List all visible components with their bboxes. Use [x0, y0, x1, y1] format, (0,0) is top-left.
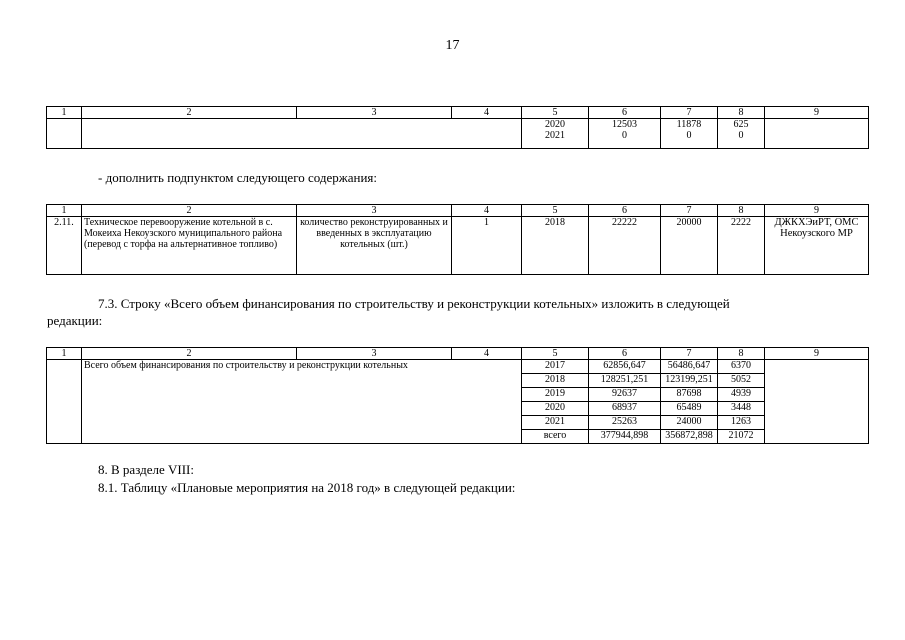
header-cell: 9	[765, 107, 869, 119]
item-executor: ДЖКХЭиРТ, ОМС Некоузского МР	[765, 217, 869, 275]
header-cell: 1	[47, 205, 82, 217]
header-cell: 8	[718, 107, 765, 119]
empty-cell	[765, 360, 869, 444]
table-row	[47, 217, 869, 275]
col7-cell: 24000	[661, 416, 718, 430]
col6-cell	[589, 119, 661, 149]
header-cell: 7	[661, 348, 718, 360]
col8-cell: 5052	[718, 374, 765, 388]
col6-cell: 92637	[589, 388, 661, 402]
header-cell: 4	[452, 348, 522, 360]
col8-cell: 1263	[718, 416, 765, 430]
header-cell: 3	[297, 205, 452, 217]
cell-value: 625	[733, 119, 749, 130]
empty-cell	[47, 360, 82, 444]
paragraph-7-3-line1: 7.3. Строку «Всего объем финансирования по строительству и реконструкции котельных» изложить в следующей	[98, 296, 730, 311]
header-cell: 5	[522, 205, 589, 217]
header-cell: 2	[82, 205, 297, 217]
year-cell: всего	[522, 430, 589, 444]
header-cell: 6	[589, 348, 661, 360]
paragraph-section-8: 8. В разделе VIII:	[98, 462, 194, 477]
table-header-row	[47, 348, 869, 360]
col8-cell	[718, 119, 765, 149]
col6-cell: 68937	[589, 402, 661, 416]
page-number: 17	[445, 38, 460, 53]
item-number: 2.11.	[47, 217, 82, 275]
item-col8: 2222	[718, 217, 765, 275]
table-continuation	[46, 106, 869, 149]
year-value: 2021	[545, 130, 565, 141]
col6-cell: 128251,251	[589, 374, 661, 388]
table-total-financing	[46, 347, 869, 444]
table-new-item	[46, 204, 869, 275]
header-cell: 2	[82, 107, 297, 119]
paragraph-8-1: 8.1. Таблицу «Плановые мероприятия на 2018 год» в следующей редакции:	[98, 480, 516, 495]
col8-cell: 21072	[718, 430, 765, 444]
header-cell: 7	[661, 205, 718, 217]
paragraph-supplement: - дополнить подпунктом следующего содержания:	[98, 170, 377, 185]
col7-cell	[661, 119, 718, 149]
col6-cell: 377944,898	[589, 430, 661, 444]
year-cell: 2018	[522, 374, 589, 388]
empty-cell	[765, 119, 869, 149]
year-value: 2020	[545, 119, 565, 130]
header-cell: 3	[297, 348, 452, 360]
table-row	[47, 360, 869, 374]
table-row	[47, 119, 869, 149]
header-cell: 3	[297, 107, 452, 119]
cell-value: 0	[738, 130, 744, 141]
header-cell: 1	[47, 348, 82, 360]
item-col7: 20000	[661, 217, 718, 275]
item-value: 1	[452, 217, 522, 275]
col6-cell: 62856,647	[589, 360, 661, 374]
item-indicator: количество реконструированных и введенных в эксплуатацию котельных (шт.)	[297, 217, 452, 275]
col7-cell: 56486,647	[661, 360, 718, 374]
year-cell: 2019	[522, 388, 589, 402]
header-cell: 2	[82, 348, 297, 360]
header-cell: 9	[765, 205, 869, 217]
col7-cell: 356872,898	[661, 430, 718, 444]
total-description: Всего объем финансирования по строительству и реконструкции котельных	[82, 360, 522, 444]
col7-cell: 65489	[661, 402, 718, 416]
cell-value: 11878	[676, 119, 702, 130]
col6-cell: 25263	[589, 416, 661, 430]
item-col6: 22222	[589, 217, 661, 275]
year-cell: 2021	[522, 416, 589, 430]
header-cell: 7	[661, 107, 718, 119]
col8-cell: 3448	[718, 402, 765, 416]
header-cell: 6	[589, 107, 661, 119]
header-cell: 5	[522, 348, 589, 360]
col8-cell: 4939	[718, 388, 765, 402]
table-header-row	[47, 205, 869, 217]
col7-cell: 123199,251	[661, 374, 718, 388]
header-cell: 4	[452, 205, 522, 217]
cell-value: 0	[686, 130, 692, 141]
header-cell: 1	[47, 107, 82, 119]
header-cell: 9	[765, 348, 869, 360]
empty-cell	[47, 119, 82, 149]
cell-value: 12503	[612, 119, 637, 130]
cell-value: 0	[622, 130, 627, 141]
year-cell: 2017	[522, 360, 589, 374]
col8-cell: 6370	[718, 360, 765, 374]
header-cell: 8	[718, 205, 765, 217]
item-name: Техническое перевооружение котельной в с. Мокеиха Некоузского муниципального района (перевод с торфа на альтернативное топливо)	[82, 217, 297, 275]
paragraph-7-3-line2: редакции:	[47, 313, 103, 328]
header-cell: 6	[589, 205, 661, 217]
col7-cell: 87698	[661, 388, 718, 402]
year-cell: 2020	[522, 402, 589, 416]
years-cell	[522, 119, 589, 149]
header-cell: 4	[452, 107, 522, 119]
header-cell: 5	[522, 107, 589, 119]
item-year: 2018	[522, 217, 589, 275]
empty-cell	[82, 119, 522, 149]
header-cell: 8	[718, 348, 765, 360]
table-header-row	[47, 107, 869, 119]
